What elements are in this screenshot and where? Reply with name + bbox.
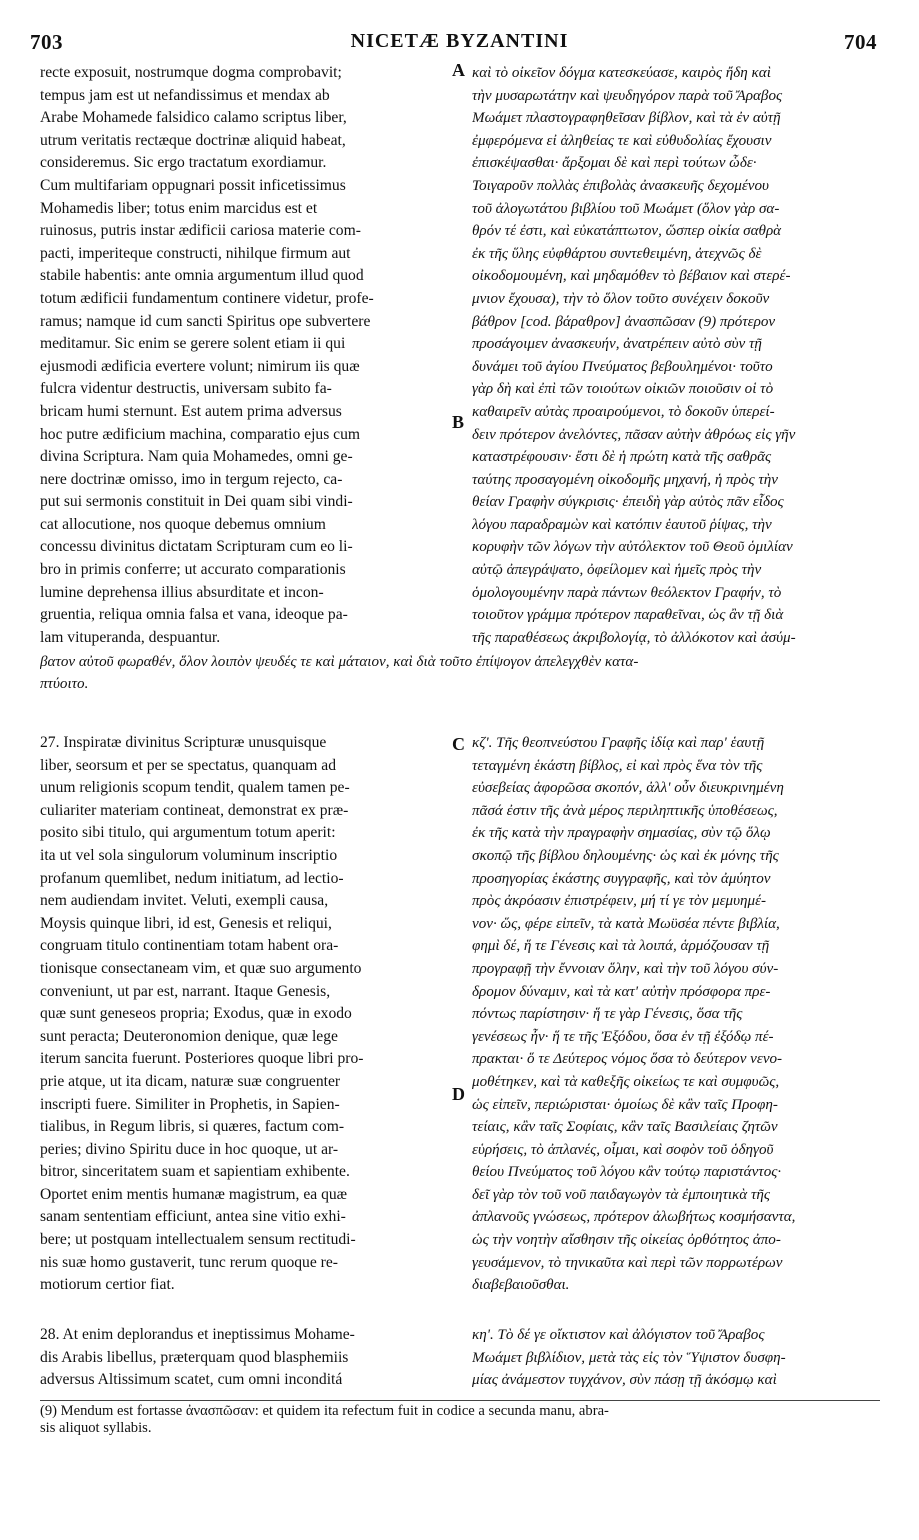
greek-column-section-27 [472,732,882,1297]
greek-text-line: τῆς παραθέσεως ἀκριβολογίᾳ, τὸ ἀλλόκοτον καὶ ἀσύμ- [472,629,796,646]
latin-text-line: bro in primis conferre; ut accurato comparationis [40,561,346,579]
greek-text-line: πρακται· ὅ τε Δεύτερος νόμος ὅσα τὸ δεύτερον νενο- [472,1051,783,1068]
latin-text-line: unum religionis scopum tendit, qualem tamen pe- [40,779,350,797]
latin-text-line: peries; divino Spiritu duce in hoc quoque, ut ar- [40,1140,339,1158]
greek-text-line: πρὸς ἀκρόασιν ἐπιστρέφειν, μή τί γε τὸν μεμυημέ- [472,893,767,910]
greek-text-line: γενέσεως ἦν· ἥ τε τῆς Ἐξόδου, ὅσα ἐν τῇ ἐξόδῳ πέ- [472,1028,774,1045]
greek-text-line: τοῦ ἀλογωτάτου βιβλίου τοῦ Μωάμετ (ὅλον γὰρ σα- [472,200,780,217]
right-page-number: 704 [844,30,877,54]
latin-text-line: sunt peracta; Deuteronomion denique, quæ lege [40,1027,338,1045]
greek-text-line: μνιον ἔχουσα), τὴν τὸ ὅλον τοῦτο συνέχειν δοκοῦν [472,290,770,307]
greek-text-line: πόντως παρίστησιν· ἥ τε γὰρ Γένεσις, ὅσα τῆς [472,1006,743,1023]
greek-text-line: νον· ὥς, φέρε εἰπεῖν, τὰ κατὰ Μωϋσέα πέντε βιβλία, [472,915,780,932]
greek-text-line: Τοιγαροῦν πολλὰς ἐπιβολὰς ἀνασκευῆς δεχομένου [472,177,769,194]
greek-text-line: δυνάμει τοῦ ἁγίου Πνεύματος βεβουλημένοι· τοῦτο [472,358,773,375]
greek-text-line: πᾶσά ἐστιν τῆς ἀνὰ μέρος περιληπτικῆς ὑποθέσεως, [472,802,778,819]
latin-text-line: adversus Altissimum scatet, cum omni inconditá [40,1371,343,1389]
greek-text-line: ὡς τὴν νοητὴν αἴσθησιν τῆς οἰκείας ὀρθότητος ἀπο- [472,1232,781,1249]
latin-text-line: meditamur. Sic enim se gerere solent etiam ii qui [40,335,346,353]
greek-text-line: μοθέτηκεν, καὶ τὰ καθεξῆς οἰκείως τε καὶ συμφυῶς, [472,1073,780,1090]
greek-text-line: τὴν μυσαρωτάτην καὶ ψευδηγόρον παρὰ τοῦ Ἄραβος [472,87,783,104]
footnote-separator [40,1400,880,1401]
latin-text-line: iterum sancita fuerunt. Posteriores quoque libri pro- [40,1050,364,1068]
greek-text-line: ἐπισκέψασθαι· ἄρξομαι δὲ καὶ περὶ τούτων ὧδε· [472,155,757,172]
latin-text-line: Mohamedis liber; totus enim marcidus est et [40,199,318,217]
latin-text-line: tialibus, in Regum libris, si quæres, factum com- [40,1118,345,1136]
greek-text-line: δειν πρότερον ἀνελόντες, πᾶσαν αὐτὴν ἀθρόως εἰς γῆν [472,426,796,443]
greek-text-line: ὡς εἰπεῖν, περιώρισται· ὁμοίως δὲ κἂν ταῖς Προφη- [472,1096,778,1113]
greek-text-line: διαβεβαιοῦσθαι. [472,1277,570,1294]
latin-text-line: bricam humi sternunt. Est autem prima adversus [40,402,342,420]
greek-text-line: προσηγορίας ἑκάστης συγγραφῆς, καὶ τὸν ἀμύητον [472,870,771,887]
latin-text-line: concessu divinitus dictatam Scripturam cum eo li- [40,538,353,556]
greek-text-line: κη'. Τὸ δέ γε οἴκτιστον καὶ ἀλόγιστον τοῦ Ἄραβος [472,1327,765,1343]
latin-text-line: tempus jam est ut nefandissimus et mendax ab [40,86,330,104]
greek-text-line: αὐτῷ ἀπεγράψατο, ὀφείλομεν καὶ ἡμεῖς πρὸς τὴν [472,562,762,579]
latin-text-line: 27. Inspiratæ divinitus Scripturæ unusquisque [40,734,327,751]
greek-text-line: καθαιρεῖν αὐτὰς προαιρούμενοι, τὸ δοκοῦν ὑπερεί- [472,403,775,420]
latin-text-line: culiariter materiam contineat, demonstrat ex præ- [40,801,349,819]
greek-text-line: κορυφὴν τῶν λόγων τὴν αὐτόλεκτον τοῦ Θεοῦ ὁμιλίαν [472,539,793,556]
greek-text-line: θείου Πνεύματος τοῦ λόγου κἂν τούτῳ παριστάντος· [472,1164,782,1181]
greek-full-width-line: βατον αὐτοῦ φωραθέν, ὅλον λοιπὸν ψευδές τε καὶ μάταιον, καὶ διὰ τοῦτο ἐπίψογον ἀπελεγχθὲν κατα- [40,654,639,670]
latin-text-line: Moysis quinque libri, id est, Genesis et reliqui, [40,914,332,932]
latin-text-line: ita ut vel sola singulorum voluminum inscriptio [40,846,338,864]
footnote [40,1403,890,1437]
greek-text-line: Μωάμετ πλαστογραφηθεῖσαν βίβλον, καὶ τὰ ἐν αὐτῇ [472,110,781,127]
greek-text-line: προσάγοιμεν ἀνασκευήν, ἀνατρέπειν αὐτὸ σὺν τῇ [472,336,762,353]
latin-column-section-27 [40,732,448,1297]
greek-text-line: καὶ τὸ οἰκεῖον δόγμα κατεσκεύασε, καιρὸς ἤδη καὶ [472,65,771,81]
greek-text-line: μίας ἀνάμεστον τυγχάνον, σὺν πάσῃ τῇ ἀκόσμῳ καὶ [472,1372,777,1389]
latin-text-line: ejusmodi ædificia evertere volunt; nimirum iis quæ [40,357,360,375]
latin-text-line: divina Scriptura. Nam quia Mohamedes, omni ge- [40,448,353,466]
greek-text-line: τοιοῦτον γράμμα πρότερον παραθεῖναι, ὡς ἂν τῇ διὰ [472,607,784,624]
latin-text-line: utrum veritatis rectæque doctrinæ aliquid habeat, [40,131,346,149]
latin-text-line: congruam titulo continentiam totam habent ora- [40,937,339,955]
latin-text-line: bitror, sinceritatem suam et sapientiam exhibente. [40,1163,350,1181]
greek-text-line: ὁμολογουμένην παρὰ πάντων θεόλεκτον Γραφήν, τὸ [472,584,782,601]
latin-text-line: conveniunt, ut par est, narrant. Itaque Genesis, [40,982,331,1000]
latin-text-line: nere doctrinæ omisso, imo in tergum rejecto, ca- [40,470,343,488]
latin-text-line: ruinosus, putris instar ædificii cariosa materie com- [40,222,361,240]
greek-text-line: φημὶ δέ, ἥ τε Γένεσις καὶ τὰ λοιπά, ἁρμόζουσαν τῇ [472,938,770,955]
latin-text-line: gruentia, reliqua omnia falsa et vana, ideoque pa- [40,606,348,624]
margin-letter-b: B [452,412,465,432]
greek-text-line: σκοπῷ τῆς βίβλου δηλουμένης· ὡς καὶ ἐκ μόνης τῆς [472,847,779,864]
latin-text-line: dis Arabis libellus, præterquam quod blasphemiis [40,1348,349,1366]
latin-text-line: nis suæ homo gustaverit, tunc rerum quoque re- [40,1253,338,1271]
latin-text-line: put sui sermonis constituit in Dei quam sibi vindi- [40,493,353,511]
greek-text-line: ἐκ τῆς κατὰ τὴν πραγραφὴν σημασίας, σὺν τῷ ὅλῳ [472,825,771,842]
running-title: NICETÆ BYZANTINI [350,30,569,52]
latin-column-section-28 [40,1324,448,1392]
greek-text-line: γευσάμενον, τὸ τηνικαῦτα καὶ περὶ τῶν πορρωτέρων [472,1254,783,1271]
footnote-line: (9) Mendum est fortasse ἀνασπῶσαν: et quidem ita refectum fuit in codice a secunda manu, abra- [40,1403,609,1419]
latin-text-line: Arabe Mohamede falsidico calamo scriptus liber, [40,109,347,127]
greek-text-line: οἰκοδομουμένη, καὶ μηδαμόθεν τὸ βέβαιον καὶ στερέ- [472,268,791,285]
greek-text-line: Μωάμετ βιβλίδιον, μετὰ τὰς εἰς τὸν Ὕψιστον δυσφη- [472,1349,786,1366]
greek-text-line: καταστρέφουσιν· ἔστι δὲ ἡ πρώτη κατὰ τῆς σαθρᾶς [472,449,772,466]
greek-text-line: θρόν τέ ἐστι, καὶ εὐκατάπτωτον, ὥσπερ οἰκία σαθρὰ [472,223,782,240]
latin-text-line: quæ sunt geneseos propria; Exodus, quæ in exodo [40,1005,352,1023]
greek-text-line: δεῖ γὰρ τὸν τοῦ νοῦ παιδαγωγὸν τὰ ἐμποιητικὰ τῆς [472,1186,770,1203]
latin-text-line: nem audiendam invitet. Veluti, exempli causa, [40,892,329,910]
latin-text-line: lam vituperanda, despuantur. [40,628,221,646]
margin-letter-c: C [452,734,465,754]
margin-letter-d: D [452,1084,465,1104]
latin-column-section-26 [40,62,448,649]
latin-text-line: bere; ut postquam intellectualem sensum rectitudi- [40,1231,356,1249]
greek-text-line: βάθρον [cod. βάραθρον] ἀνασπῶσαν (9) πρότερον [472,313,776,330]
greek-text-line: δρομον δύναμιν, καὶ τὰ κατ' αὐτὴν πρόσφορα πρε- [472,983,771,1000]
greek-text-line: θείαν Γραφὴν σύγκρισις· ἐπειδὴ γὰρ αὐτὸς πᾶν εἶδος [472,494,784,511]
greek-full-width-line: πτύοιτο. [40,676,89,692]
greek-text-line: τεταγμένη ἑκάστη βίβλος, εἰ καὶ πρὸς ἕνα τὸν τῆς [472,757,763,774]
latin-text-line: inscripti fuere. Similiter in Prophetis, in Sapien- [40,1095,340,1113]
greek-column-section-28 [472,1324,882,1392]
latin-text-line: pacti, imperiteque constructi, nihilque firmum aut [40,244,351,262]
latin-text-line: profanum quemlibet, nedum initiatum, ad lectio- [40,869,344,887]
latin-text-line: consideremus. Sic ergo tractatum exordiamur. [40,154,327,172]
latin-text-line: stabile habentis: ante omnia argumentum illud quod [40,267,364,285]
greek-text-line: ταύτης προσαγομένη οἰκοδομῆς μηχανή, ἡ πρὸς τὴν [472,471,778,488]
greek-text-line: ἐκ τῆς ὕλης εὐφθάρτου συντεθειμένη, ἀτεχνῶς δὲ [472,245,762,262]
latin-text-line: lumine deprehensa illius absurditate et incon- [40,583,324,601]
greek-text-line: κζ'. Τῆς θεοπνεύστου Γραφῆς ἰδίᾳ καὶ παρ' ἑαυτῇ [472,735,765,751]
margin-letter-a: A [452,60,465,80]
latin-text-line: sanam sententiam efficiunt, antea sine vitio exhi- [40,1208,346,1226]
latin-text-line: fulcra videntur destructis, universam subito fa- [40,380,332,398]
latin-text-line: posito sibi titulo, qui argumentum totum aperit: [40,824,336,842]
greek-text-line: ἀπλανοῦς γνώσεως, πρότερον ἀλωβήτως κοσμήσαντα, [472,1209,796,1226]
greek-text-line: εὐσεβείας ἀφορῶσα σκοπόν, ἀλλ' οὖν διευκρινημένη [472,780,784,797]
latin-text-line: ramus; namque id cum sancti Spiritus ope subvertere [40,312,371,330]
latin-text-line: 28. At enim deplorandus et ineptissimus Mohame- [40,1326,355,1343]
latin-text-line: liber, seorsum et per se spectatus, quanquam ad [40,756,336,774]
greek-column-section-26 [472,62,882,649]
latin-text-line: recte exposuit, nostrumque dogma comprobavit; [40,64,342,81]
latin-text-line: Cum multifariam oppugnari possit inficetissimus [40,176,346,194]
latin-text-line: tionisque consectaneam vim, et quæ suo argumento [40,959,362,977]
greek-text-line: γὰρ δὴ καὶ ἐπὶ τῶν τοιούτων οἰκιῶν ποιοῦσιν οἱ τὸ [472,381,774,398]
latin-text-line: Oportet enim mentis humanæ magistrum, ea quæ [40,1185,348,1203]
latin-text-line: totum ædificii fundamentum continere videtur, profe- [40,289,374,307]
greek-text-line: εὑρήσεις, τὸ ἀπλανές, οἶμαι, καὶ σοφὸν τοῦ ὁδηγοῦ [472,1141,774,1158]
left-page-number: 703 [30,30,63,54]
latin-text-line: prie atque, ut ita dicam, naturæ suæ congruenter [40,1072,341,1090]
latin-text-line: hoc putre ædificium machina, comparatio ejus cum [40,425,361,443]
greek-text-line: προγραφῇ τὴν ἔννοιαν ὅλην, καὶ τὴν τοῦ λόγου σύν- [472,960,779,977]
latin-text-line: cat allocutione, nos quoque debemus omnium [40,515,326,533]
greek-text-line: ἐμφερόμενα εἰ ἀληθείας τε καὶ εὐθυδολίας ἔχουσιν [472,132,772,149]
latin-text-line: motiorum certior fiat. [40,1276,175,1294]
greek-text-line: τείαις, κἂν ταῖς Σοφίαις, κἂν ταῖς Βασιλείαις ζητῶν [472,1119,778,1136]
greek-text-line: λόγου παραδραμὼν καὶ κατόπιν ἑαυτοῦ ῥίψας, τὴν [472,516,772,533]
footnote-line: sis aliquot syllabis. [40,1420,152,1436]
